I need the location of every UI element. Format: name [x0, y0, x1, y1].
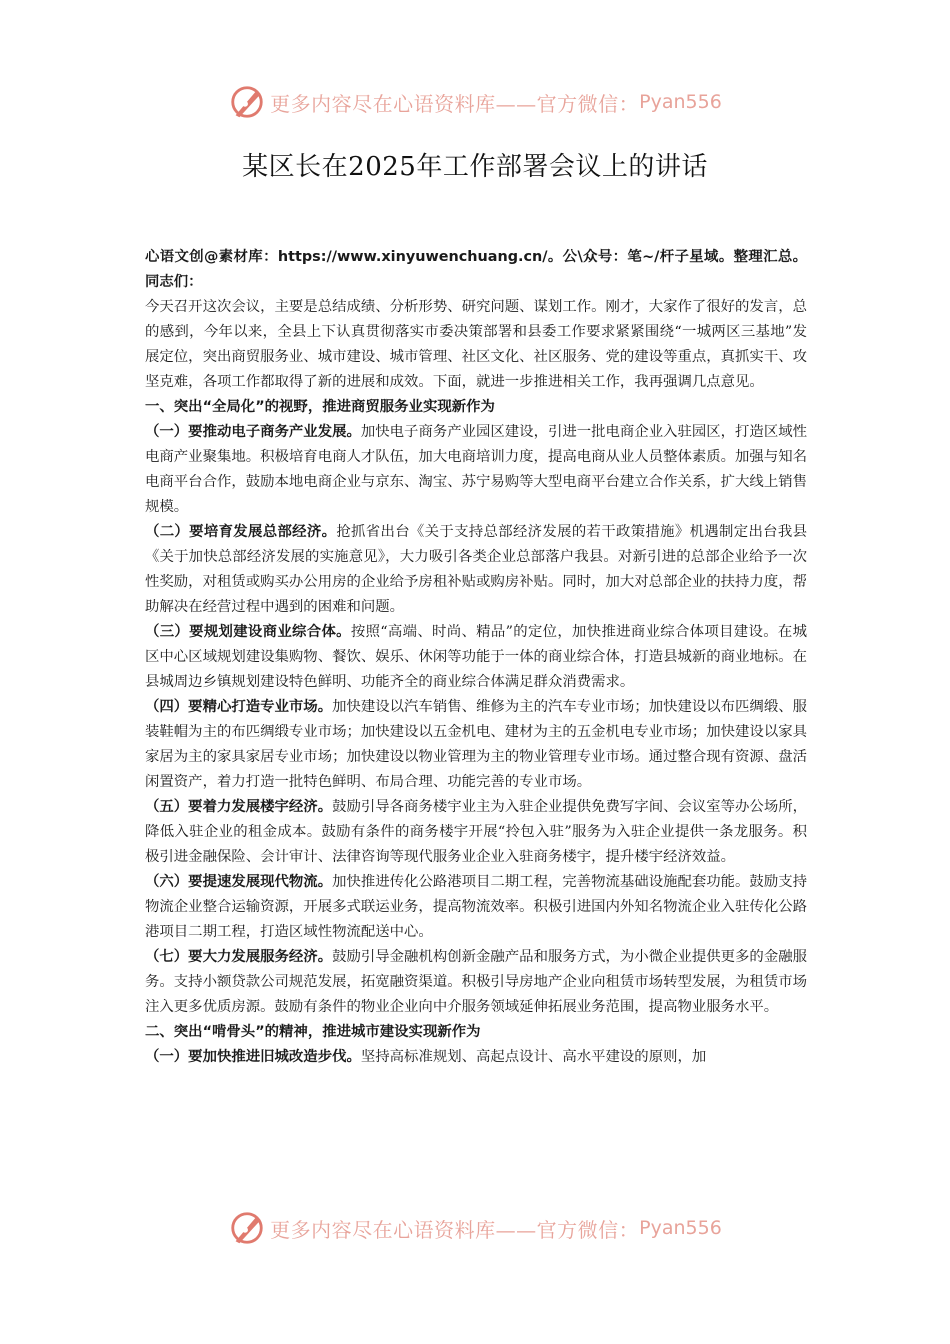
paragraph-lead: （三）要规划建设商业综合体。 [145, 624, 351, 640]
watermark-text: 更多内容尽在心语资料库——官方微信： [270, 91, 640, 116]
pen-logo-icon [228, 1209, 266, 1247]
paragraph [145, 795, 807, 870]
paragraph [145, 945, 807, 1020]
paragraph-lead: （一）要推动电子商务产业发展。 [145, 424, 361, 440]
paragraph [145, 695, 807, 795]
section-heading-1: 一、突出“全局化”的视野，推进商贸服务业实现新作为 [145, 399, 495, 415]
page-title: 某区长在2025年工作部署会议上的讲话 [242, 152, 708, 182]
paragraph [145, 520, 807, 620]
paragraph-body: 加快电子商务产业园区建设，引进一批电商企业入驻园区，打造区域性电商产业聚集地。积极培育电商人才队伍，加大电商培训力度，提高电商从业人员整体素质。加强与知名电商平台合作，鼓励本地电商企业与京东、淘宝、苏宁易购等大型电商平台建立合作关系，扩大线上销售规模。 [145, 424, 807, 515]
paragraph-body: 鼓励引导金融机构创新金融产品和服务方式，为小微企业提供更多的金融服务。支持小额贷款公司规范发展，拓宽融资渠道。积极引导房地产企业向租赁市场转型发展，为租赁市场注入更多优质房源。鼓励有条件的物业企业向中介服务领域延伸拓展业务范围，提高物业服务水平。 [145, 949, 807, 1015]
section-heading-2: 二、突出“啃骨头”的精神，推进城市建设实现新作为 [145, 1024, 481, 1040]
watermark-text: 更多内容尽在心语资料库——官方微信： [270, 1217, 640, 1242]
paragraph [145, 620, 807, 695]
paragraph-lead: （五）要着力发展楼宇经济。 [145, 799, 333, 815]
paragraph-lead: （一）要加快推进旧城改造步伐。 [145, 1049, 361, 1065]
watermark-banner-top [0, 80, 950, 124]
watermark-banner-bottom [0, 1206, 950, 1250]
pen-logo-icon [228, 83, 266, 121]
document-body [145, 245, 807, 1070]
paragraph-body: 加快推进传化公路港项目二期工程，完善物流基础设施配套功能。鼓励支持物流企业整合运输资源，开展多式联运业务，提高物流效率。积极引进国内外知名物流企业入驻传化公路港项目二期工程，打造区域性物流配送中心。 [145, 874, 807, 940]
paragraph [145, 1045, 807, 1070]
paragraph-body: 鼓励引导各商务楼宇业主为入驻企业提供免费写字间、会议室等办公场所，降低入驻企业的租金成本。鼓励有条件的商务楼宇开展“拎包入驻”服务为入驻企业提供一条龙服务。积极引进金融保险、会计审计、法律咨询等现代服务业企业入驻商务楼宇，提升楼宇经济效益。 [145, 799, 807, 865]
paragraph-body: 坚持高标准规划、高起点设计、高水平建设的原则，加 [360, 1049, 707, 1065]
paragraph-lead: （四）要精心打造专业市场。 [145, 699, 333, 715]
opening-paragraph: 今天召开这次会议，主要是总结成绩、分析形势、研究问题、谋划工作。刚才，大家作了很好的发言，总的感到，今年以来，全县上下认真贯彻落实市委决策部署和县委工作要求紧紧围绕“一城两区三基地”发展定位，突出商贸服务业、城市建设、城市管理、社区文化、社区服务、党的建设等重点，真抓实干、攻坚克难，各项工作都取得了新的进展和成效。下面，就进一步推进相关工作，我再强调几点意见。 [145, 299, 807, 390]
paragraph-lead: （二）要培育发展总部经济。 [145, 524, 337, 540]
watermark-wechat-id: Pyan556 [639, 91, 722, 113]
paragraph-body: 加快建设以汽车销售、维修为主的汽车专业市场；加快建设以布匹绸缎、服装鞋帽为主的布匹绸缎专业市场；加快建设以五金机电、建材为主的五金机电专业市场；加快建设以家具家居为主的家具家居专业市场；加快建设以物业管理为主的物业管理专业市场。通过整合现有资源、盘活闲置资产，着力打造一批特色鲜明、布局合理、功能完善的专业市场。 [145, 699, 807, 790]
paragraph-lead: （六）要提速发展现代物流。 [145, 874, 333, 890]
paragraph-lead: （七）要大力发展服务经济。 [145, 949, 333, 965]
watermark-wechat-id: Pyan556 [639, 1217, 722, 1239]
paragraph [145, 420, 807, 520]
source-line: 心语文创@素材库：https://www.xinyuwenchuang.cn/。公\众号：笔~/杆子星域。整理汇总。同志们： [145, 249, 807, 290]
paragraph-body: 按照“高端、时尚、精品”的定位，加快推进商业综合体项目建设。在城区中心区域规划建设集购物、餐饮、娱乐、休闲等功能于一体的商业综合体，打造县城新的商业地标。在县城周边乡镇规划建设特色鲜明、功能齐全的商业综合体满足群众消费需求。 [145, 624, 807, 690]
paragraph [145, 870, 807, 945]
paragraph-body: 抢抓省出台《关于支持总部经济发展的若干政策措施》机遇制定出台我县《关于加快总部经济发展的实施意见》，大力吸引各类企业总部落户我县。对新引进的总部企业给予一次性奖励，对租赁或购买办公用房的企业给予房租补贴或购房补贴。同时，加大对总部企业的扶持力度，帮助解决在经营过程中遇到的困难和问题。 [145, 524, 807, 615]
